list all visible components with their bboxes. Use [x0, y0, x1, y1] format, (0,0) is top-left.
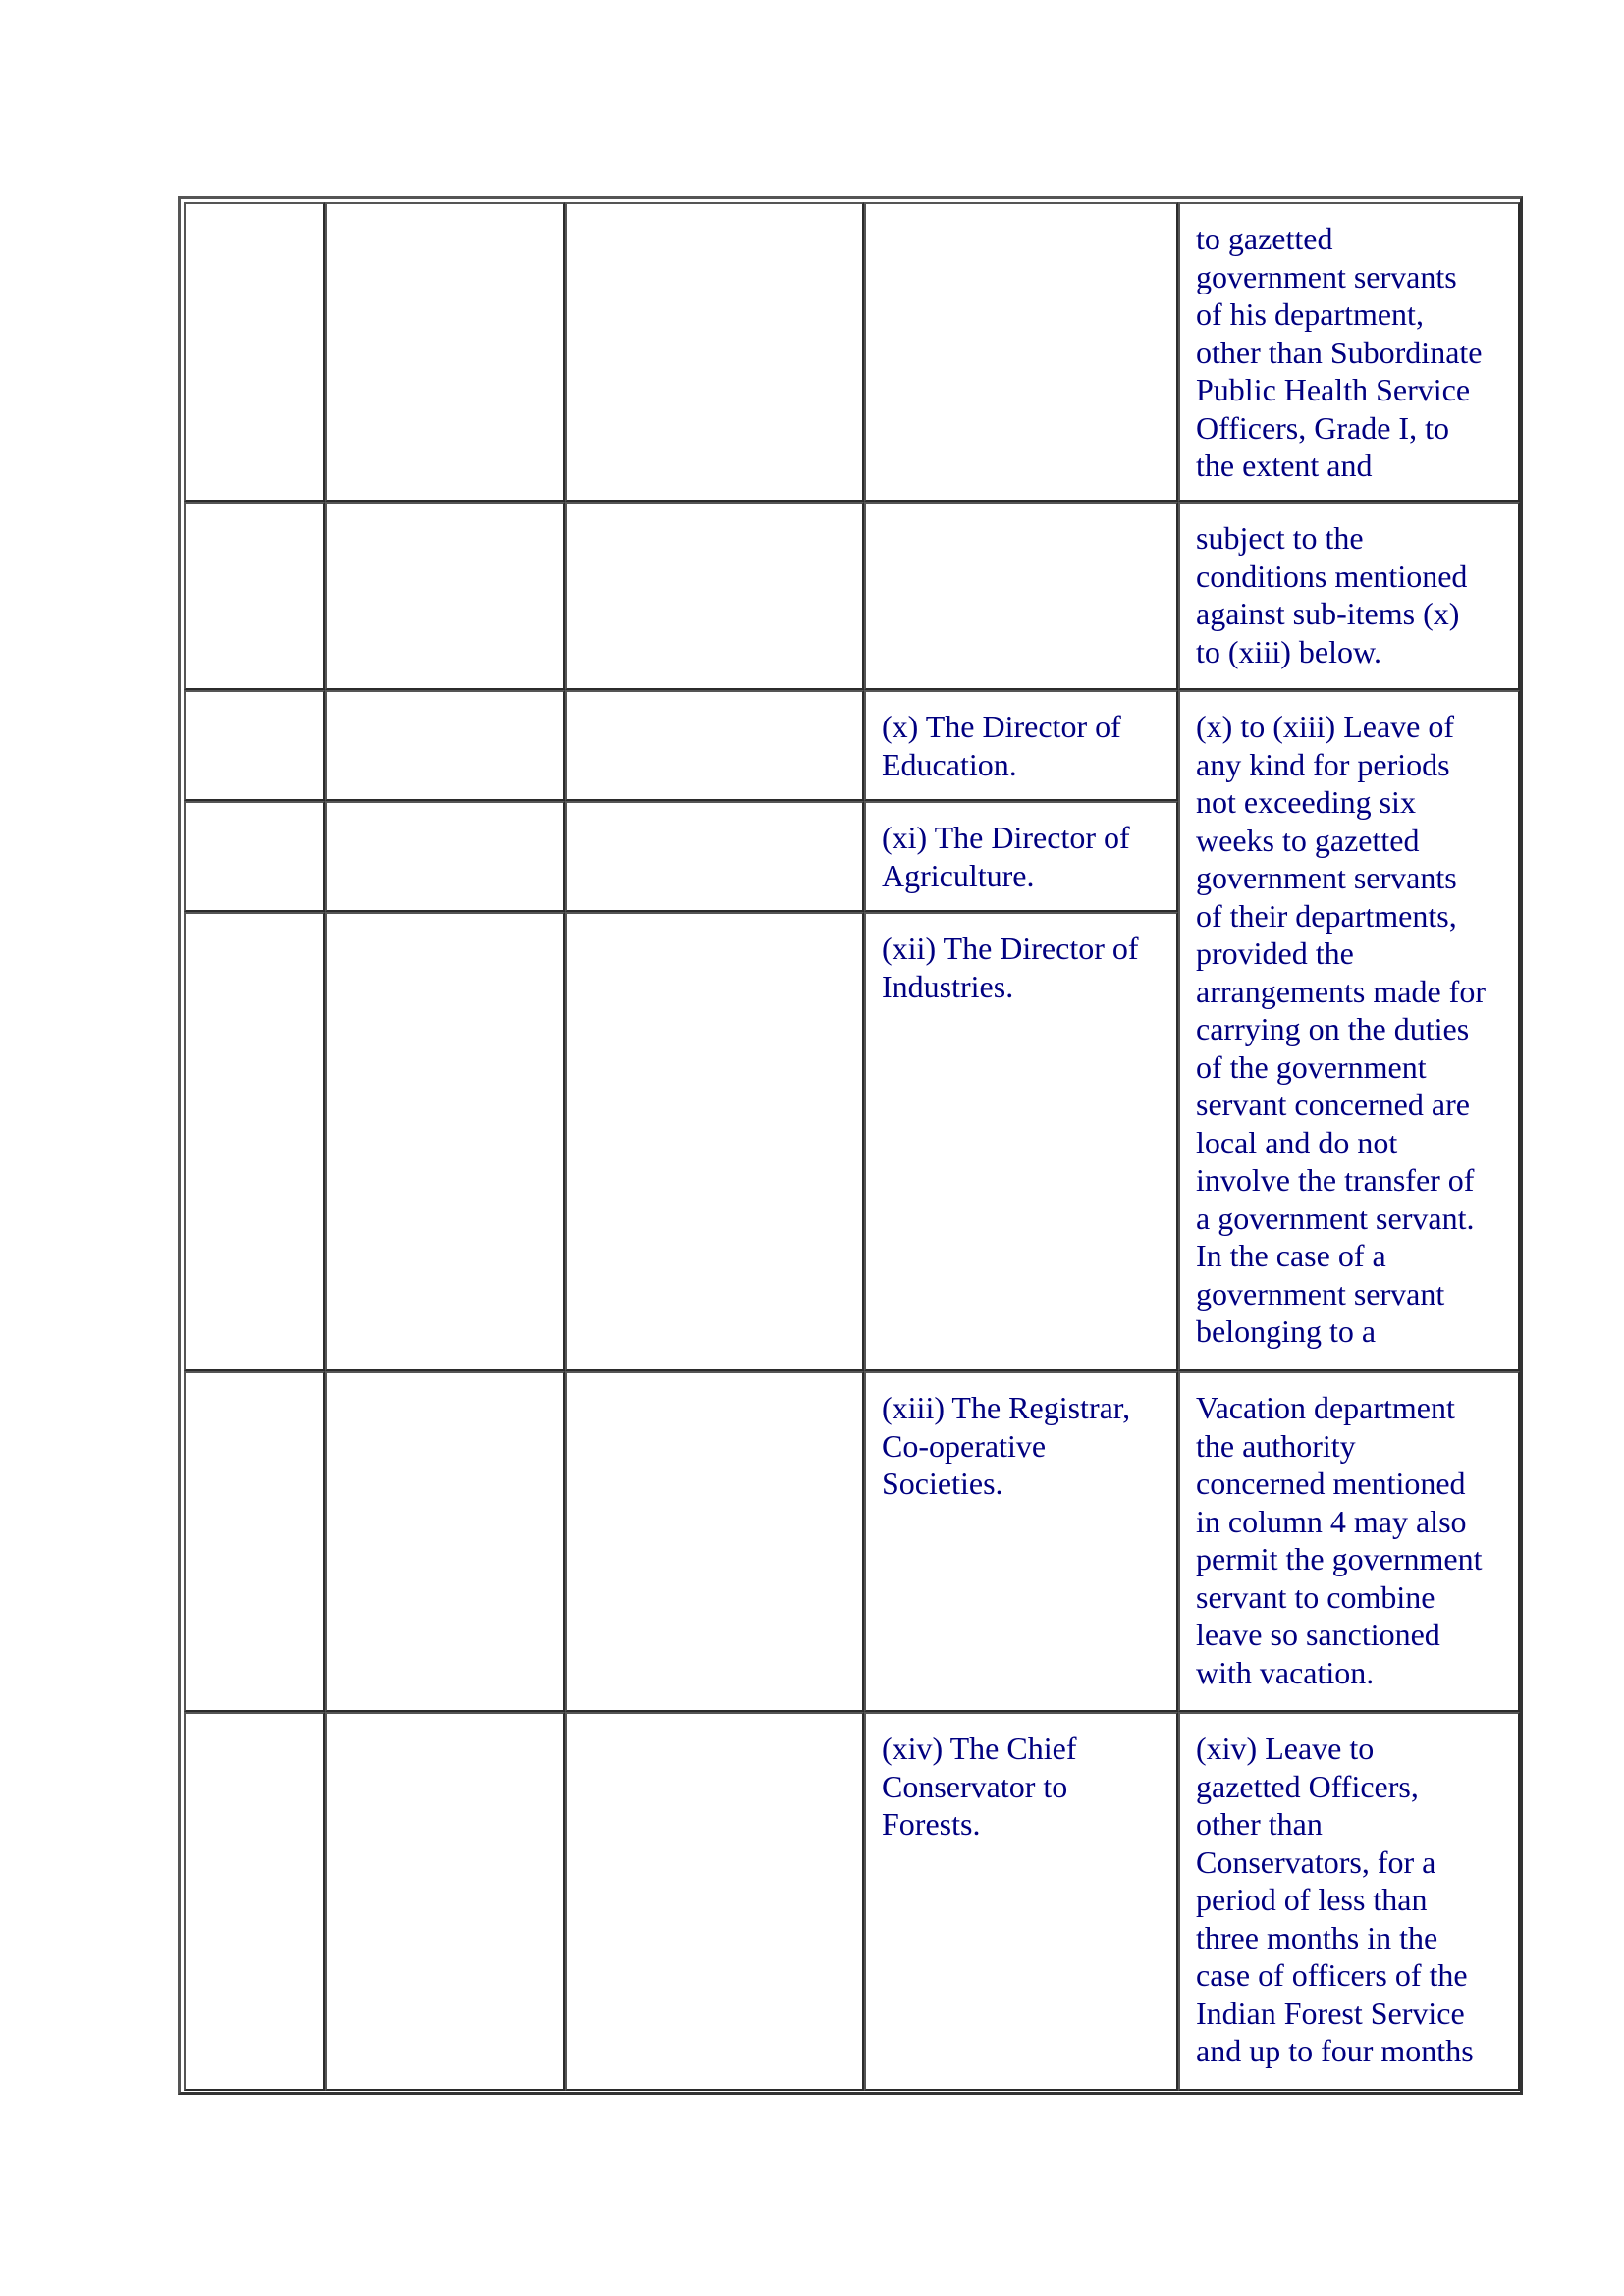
table-cell: [565, 1712, 864, 2091]
table-cell: [184, 1371, 325, 1712]
table-cell: [325, 912, 565, 1371]
authority-cell: (xi) The Director of Agriculture.: [864, 801, 1178, 912]
table-cell: [565, 1371, 864, 1712]
table-cell: [184, 690, 325, 801]
table-cell: [565, 202, 864, 502]
powers-cell: subject to the conditions mentioned against sub-items (x) to (xiii) below.: [1178, 502, 1520, 690]
table-cell: [325, 690, 565, 801]
table-cell: [184, 1712, 325, 2091]
table-cell: [184, 502, 325, 690]
table-cell: [565, 801, 864, 912]
table-cell: [184, 912, 325, 1371]
powers-cell: (xiv) Leave to gazetted Officers, other than Conservators, for a period of less than three months in the case of officers of the Indian Forest Service and up to four months: [1178, 1712, 1520, 2091]
table-cell: [565, 690, 864, 801]
table-cell: [325, 1712, 565, 2091]
table-cell: [325, 1371, 565, 1712]
table-cell: [325, 502, 565, 690]
authority-cell: (xiv) The Chief Conservator to Forests.: [864, 1712, 1178, 2091]
powers-cell: (x) to (xiii) Leave of any kind for periods not exceeding six weeks to gazetted government servants of their departments, provided the arrangements made for carrying on the duties of the government servant concerned are local and do not involve the transfer of a government servant. In the case of a government servant belonging to a: [1178, 690, 1520, 1371]
powers-cell: Vacation department the authority concerned mentioned in column 4 may also permit the government servant to combine leave so sanctioned with vacation.: [1178, 1371, 1520, 1712]
leave-sanction-table: [178, 196, 1523, 2095]
table-cell: [325, 202, 565, 502]
table-cell: [565, 502, 864, 690]
table-cell: [184, 801, 325, 912]
powers-cell: to gazetted government servants of his department, other than Subordinate Public Health Service Officers, Grade I, to the extent and: [1178, 202, 1520, 502]
table-cell: [565, 912, 864, 1371]
authority-cell: [864, 202, 1178, 502]
authority-cell: [864, 502, 1178, 690]
authority-cell: (xii) The Director of Industries.: [864, 912, 1178, 1371]
authority-cell: (xiii) The Registrar, Co-operative Societies.: [864, 1371, 1178, 1712]
table-cell: [184, 202, 325, 502]
authority-cell: (x) The Director of Education.: [864, 690, 1178, 801]
table-cell: [325, 801, 565, 912]
